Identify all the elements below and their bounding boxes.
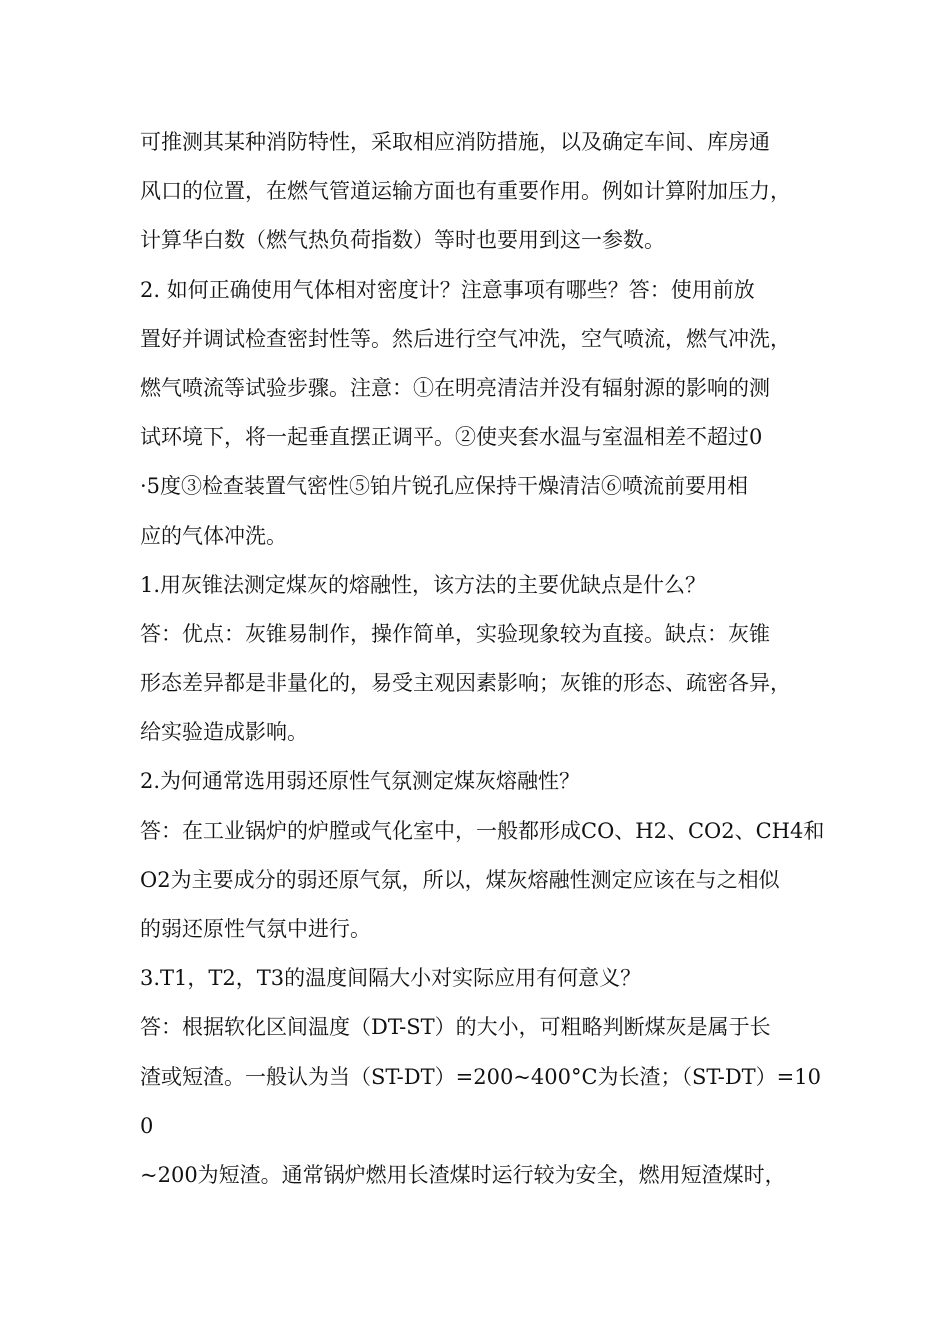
text-line-20: 渣或短渣。一般认为当（ST-DT）=200~400°C为长渣；（ST-DT）=10: [140, 1064, 821, 1089]
text-line-11: 答：优点：灰锥易制作，操作简单，实验现象较为直接。缺点：灰锥: [140, 621, 770, 646]
text-line-8: ·5度③检查装置气密性⑤铂片锐孔应保持干燥清洁⑥喷流前要用相: [140, 474, 749, 499]
text-line-9: 应的气体冲洗。: [140, 523, 287, 548]
text-line-22: ~200为短渣。通常锅炉燃用长渣煤时运行较为安全，燃用短渣煤时，: [140, 1162, 786, 1187]
text-line-21: 0: [140, 1113, 154, 1138]
text-line-16: O2为主要成分的弱还原气氛，所以，煤灰熔融性测定应该在与之相似: [140, 867, 780, 892]
body-text: [140, 118, 840, 1200]
text-line-17: 的弱还原性气氛中进行。: [140, 917, 371, 941]
text-line-19: 答：根据软化区间温度（DT-ST）的大小，可粗略判断煤灰是属于长: [140, 1015, 771, 1040]
text-line-18: 3.T1，T2，T3的温度间隔大小对实际应用有何意义？: [140, 966, 642, 991]
text-line-1: 可推测其某种消防特性，采取相应消防措施，以及确定车间、库房通: [140, 130, 770, 154]
text-line-4: 2. 如何正确使用气体相对密度计？注意事项有哪些？答：使用前放: [140, 277, 755, 302]
text-line-15: 答：在工业锅炉的炉膛或气化室中，一般都形成CO、H2、CO2、CH4和: [140, 818, 825, 843]
text-line-6: 燃气喷流等试验步骤。注意：①在明亮清洁并没有辐射源的影响的测: [140, 375, 770, 400]
text-line-3: 计算华白数（燃气热负荷指数）等时也要用到这一参数。: [140, 228, 665, 253]
text-line-12: 形态差异都是非量化的，易受主观因素影响；灰锥的形态、疏密各异，: [140, 671, 791, 696]
text-line-10: 1.用灰锥法测定煤灰的熔融性，该方法的主要优缺点是什么？: [140, 572, 707, 597]
text-line-2: 风口的位置，在燃气管道运输方面也有重要作用。例如计算附加压力，: [140, 179, 791, 204]
text-line-7: 试环境下，将一起垂直摆正调平。②使夹套水温与室温相差不超过0: [140, 425, 763, 450]
text-line-13: 给实验造成影响。: [140, 720, 308, 745]
text-line-5: 置好并调试检查密封性等。然后进行空气冲洗，空气喷流，燃气冲洗，: [140, 326, 791, 351]
text-line-14: 2.为何通常选用弱还原性气氛测定煤灰熔融性？: [140, 769, 581, 794]
